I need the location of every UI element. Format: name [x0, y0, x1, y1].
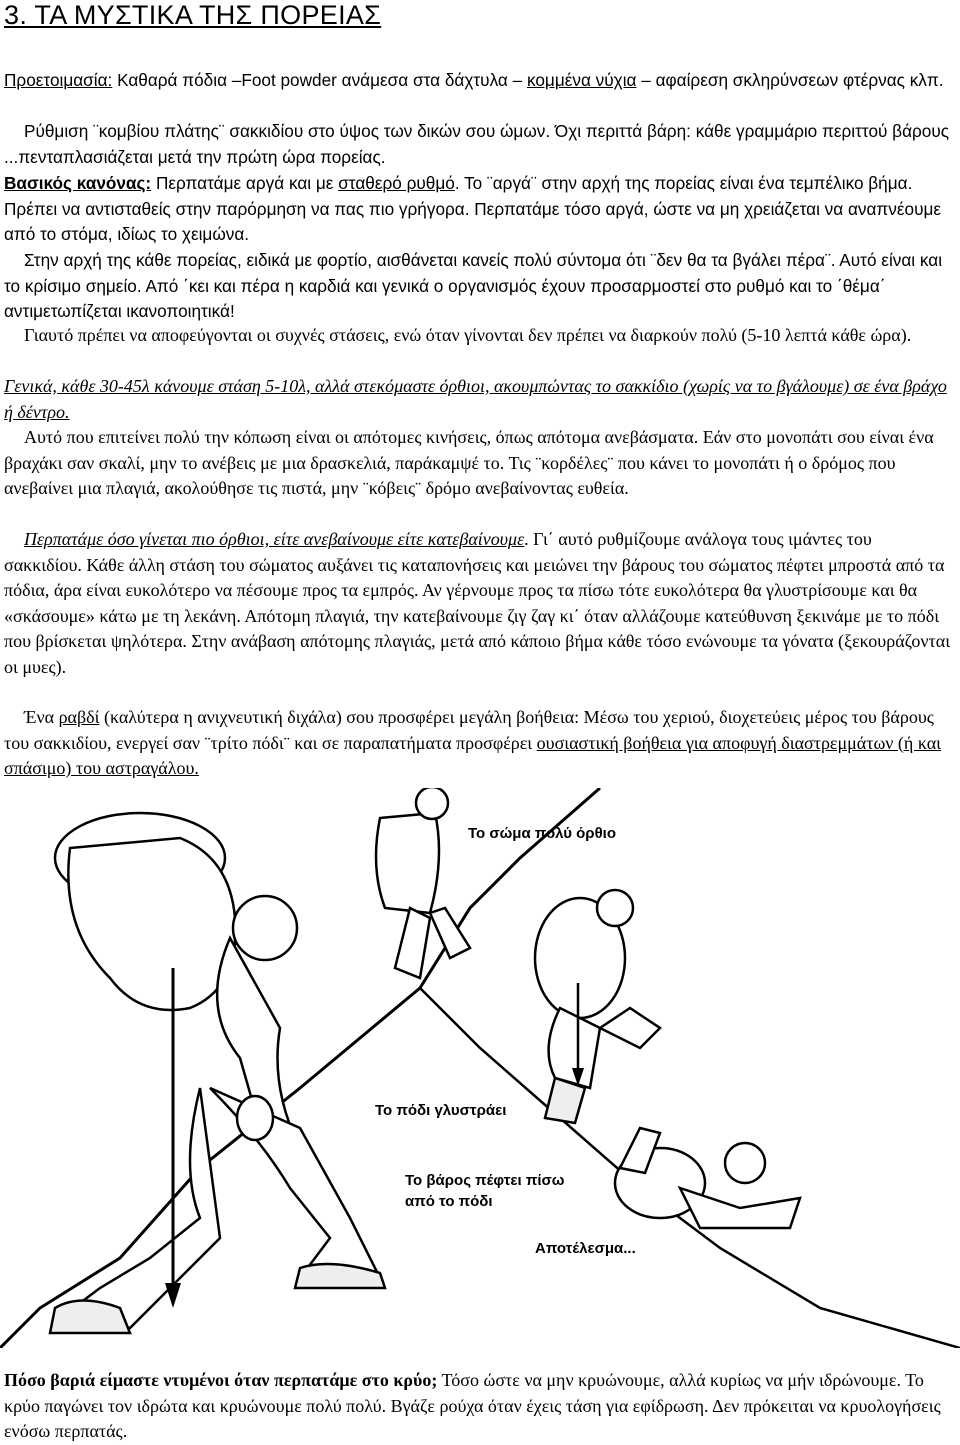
stick-tail: ουσιαστική βοήθεια για αποφυγή διαστρεμμάτων (ή και σπάσιμο) του αστραγάλου.: [4, 732, 942, 778]
prep-text-1: Καθαρά πόδια –Foot powder ανάμεσα στα δάχτυλα –: [112, 70, 527, 90]
general-paragraph: Γενικά, κάθε 30-45λ κάνουμε στάση 5-10λ, αλλά στεκόμαστε όρθιοι, ακουμπώντας το σακκίδιο (χωρίς να το βγάλουμε) σε ένα βράχο ή δέντρο.: [4, 376, 947, 422]
gravity-arrow-large: [165, 1283, 181, 1308]
rule-paragraph: [4, 171, 952, 248]
stops-paragraph: [4, 323, 952, 349]
stick-text-2: (καλύτερα η ανιχνευτική διχάλα) σου προσφέρει μεγάλη βοήθεια: Μέσω του χεριού, διοχετεύεις μέρος του βάρους του σακκιδίου, ενεργεί σαν ¨τρίτο πόδι¨ και σε παραπατήματα προσφέρει: [4, 707, 934, 753]
start-paragraph: [4, 248, 952, 325]
hiker-large-icon: [50, 813, 385, 1333]
pack-text: Ρύθμιση ¨κομβίου πλάτης¨ σακκιδίου στο ύψος των δικών σου ώμων. Όχι περιττά βάρη: κάθε γραμμάριο περιττού βάρους ...πενταπλασιάζεται μετά την πρώτη ώρα πορείας.: [4, 121, 950, 167]
label-weight-2: από το πόδι: [405, 1193, 493, 1210]
upright-paragraph: [4, 527, 952, 680]
fatigue-text: Αυτό που επιτείνει πολύ την κόπωση είναι οι απότομες κινήσεις, όπως απότομα ανεβάσματα. Εάν στο μονοπάτι σου είναι ένα βραχάκι σαν σκαλί, μην το ανέβεις με μια δρασκελιά, παράκαμψέ το. Τις ¨κορδέλες¨ που κάνει το μονοπάτι ή ο δρόμος που ανεβαίνει μια πλαγιά, ακολούθησε τις πιστά, μην ¨κόβεις¨ δρόμο ανεβαίνοντας ευθεία.: [4, 427, 934, 498]
label-result: Αποτέλεσμα...: [535, 1240, 636, 1257]
cold-text: Τόσο ώστε να μην κρυώνουμε, αλλά κυρίως να μήν ιδρώνουμε. Το κρύο παγώνει τον ιδρώτα και κρυώνουμε πολύ πολύ. Βγάζε ρούχα όταν έχεις τάση για εφίδρωση. Δεν πρόκειται να κρυολογήσεις ενόσω περπατάς.: [4, 1370, 941, 1441]
stick-word: ραβδί: [58, 707, 100, 727]
prep-text-2: – αφαίρεση σκληρύνσεων φτέρνας κλπ.: [636, 70, 944, 90]
fatigue-paragraph: [4, 425, 952, 502]
stick-text-1: Ένα: [24, 707, 59, 727]
prep-paragraph: [4, 68, 952, 94]
pack-paragraph: [4, 119, 952, 170]
stops-text: Γιαυτό πρέπει να αποφεύγονται οι συχνές στάσεις, ενώ όταν γίνονται δεν πρέπει να διαρκούν πολύ (5-10 λεπτά κάθε ώρα).: [24, 325, 912, 345]
label-upright: Το σώμα πολύ όρθιο: [468, 825, 617, 842]
rule-label: Βασικός κανόνας:: [4, 173, 152, 193]
rule-text-1: Περπατάμε αργά και με: [151, 173, 339, 193]
hiker-fallen-icon: [615, 1128, 800, 1228]
stick-paragraph: [4, 705, 952, 782]
label-weight-1: Το βάρος πέφτει πίσω: [405, 1172, 565, 1189]
rule-steady: σταθερό ρυθμό: [338, 173, 455, 193]
cold-paragraph: [4, 1368, 954, 1445]
hiker-slip-icon: [535, 890, 660, 1123]
rule-text-2: . Το ¨αργά¨ στην αρχή της πορείας είναι ένα τεμπέλικο βήμα. Πρέπει να αντισταθείς στην παρόρμηση να πας πιο γρήγορα. Περπατάμε τόσο αργά, ώστε να μη χρειάζεται να αναπνέουμε από το στόμα, ιδίως το χειμώνα.: [4, 173, 942, 244]
label-slip: Το πόδι γλυστράει: [375, 1102, 507, 1119]
prep-label: Προετοιμασία:: [4, 70, 113, 90]
start-text: Στην αρχή της κάθε πορείας, ειδικά με φορτίο, αισθάνεται κανείς πολύ σύντομα ότι ¨δεν θα τα βγάλει πέρα¨. Αυτό είναι και το κρίσιμο σημείο. Από ΄κει και πέρα η καρδιά και γενικά ο οργανισμός έχουν προσαρμοστεί στο ρυθμό και το ΄θέμα΄ αντιμετωπίζεται ικανοποιητικά!: [4, 250, 943, 321]
hiking-illustration: [0, 788, 960, 1348]
upright-emphasis: Περπατάμε όσο γίνεται πιο όρθιοι, είτε ανεβαίνουμε είτε κατεβαίνουμε: [24, 529, 525, 549]
page-title: 3. ΤΑ ΜΥΣΤΙΚΑ ΤΗΣ ΠΟΡΕΙΑΣ: [4, 0, 382, 30]
hiker-top-icon: [376, 788, 470, 978]
prep-nails: κομμένα νύχια: [526, 70, 637, 90]
cold-question: Πόσο βαριά είμαστε ντυμένοι όταν περπατάμε στο κρύο;: [4, 1370, 438, 1390]
upright-text: . Γι΄ αυτό ρυθμίζουμε ανάλογα τους ιμάντες του σακκιδίου. Κάθε άλλη στάση του σώματος αυξάνει τις καταπονήσεις και μειώνει την βάρους του σώματος πέφτει μπροστά από τα πόδια, άρα είναι ευκολότερο να πέσουμε προς τα εμπρός. Αν γέρνουμε προς τα πίσω τότε ευκολότερα θα γλυστρίσουμε και θα «σκάσουμε» κάτω με τη λεκάνη. Απότομη πλαγιά, την κατεβαίνουμε ζιγ ζαγ κι΄ όταν αλλάζουμε κατεύθυνση ξεκινάμε με το πόδι που βρίσκεται ψηλότερα. Στην ανάβαση απότομης πλαγιάς, μετά από κάποιο βήμα κάθε τόσο ενώνουμε τα γόνατα (ξεκουράζονται οι μυες).: [4, 529, 951, 677]
